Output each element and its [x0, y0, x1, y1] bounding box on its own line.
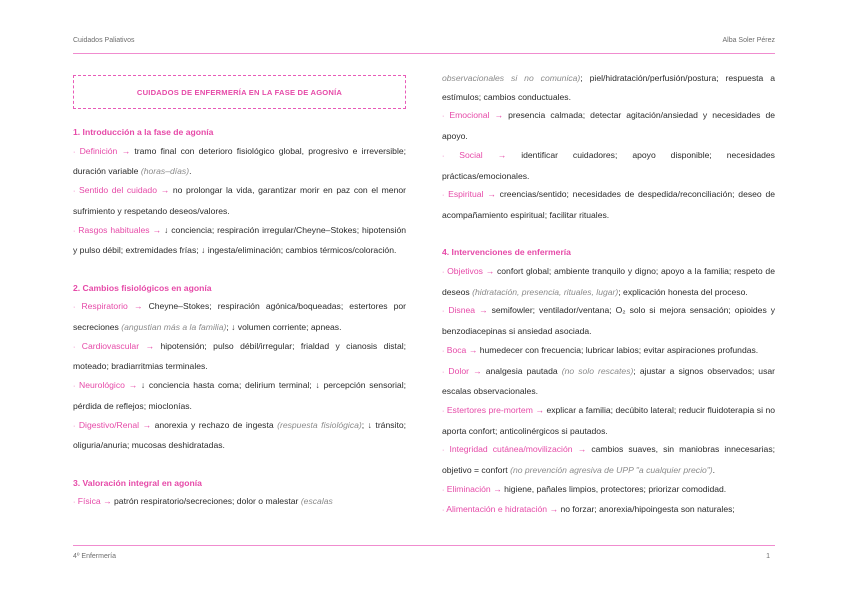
arrow-icon: → [487, 189, 496, 200]
bullet-icon: · [442, 152, 445, 160]
arrow-icon: → [152, 224, 162, 235]
bullet-icon: · [442, 368, 445, 376]
item-cardiovascular [73, 337, 406, 376]
arrow-icon: → [133, 301, 143, 312]
item-dolor [442, 362, 775, 401]
item-label: Boca [446, 344, 467, 355]
item-text: analgesia pautada [485, 365, 558, 376]
bullet-icon: · [73, 227, 76, 235]
arrow-icon: → [128, 380, 138, 391]
item-tail: . [712, 465, 716, 476]
header-rule [73, 53, 775, 54]
item-text: no prolongar la vida, garantizar morir en paz con el menor sufrimiento y respetando deseos/valores. [73, 185, 407, 216]
item-label: Alimentación e hidratación [446, 504, 548, 515]
item-label: Estertores pre-mortem [446, 404, 533, 415]
item-note: (no prevención agresiva de UPP "a cualquier precio") [510, 465, 713, 476]
arrow-icon: → [535, 404, 544, 415]
section-heading-2: 2. Cambios fisiológicos en agonía [73, 282, 212, 293]
item-text: identificar cuidadores; apoyo disponible; necesidades prácticas/emocionales. [442, 149, 775, 181]
arrow-icon: → [473, 365, 482, 376]
arrow-icon: → [494, 110, 504, 121]
item-label: Rasgos habituales [78, 224, 150, 235]
section-heading-4: 4. Intervenciones de enfermería [442, 247, 571, 258]
item-rasgos [73, 221, 406, 260]
item-boca [442, 341, 775, 362]
bullet-icon: · [442, 308, 445, 316]
running-header-left: Cuidados Paliativos [73, 37, 135, 44]
bullet-icon: · [442, 407, 445, 415]
item-label: Física [77, 496, 101, 507]
item-note: (respuesta fisiológica) [277, 419, 362, 430]
item-text: humedecer con frecuencia; lubricar labios; evitar aspiraciones profundas. [479, 344, 759, 355]
arrow-icon: → [103, 496, 112, 507]
bullet-icon: · [442, 507, 445, 515]
arrow-icon: → [493, 483, 502, 494]
item-note: (angustian más a la familia) [121, 322, 227, 333]
item-social [442, 146, 775, 185]
bullet-icon: · [73, 148, 76, 156]
item-objetivos [442, 262, 775, 301]
item-label: Sentido del cuidado [78, 185, 157, 196]
item-text: cambios suaves, sin maniobras innecesarias; objetivo = confort [442, 444, 776, 476]
item-sentido [73, 181, 406, 220]
item-respiratorio [73, 297, 406, 336]
item-text: explicar a familia; decúbito lateral; reducir fluidoterapia si no aporta confort; anticolinérgicos si pautados. [442, 404, 776, 436]
arrow-icon: → [485, 266, 495, 277]
item-disnea [442, 301, 775, 340]
item-digestivo [73, 416, 406, 455]
bullet-icon: · [73, 422, 76, 430]
item-tail: . [189, 166, 192, 177]
item-label: Social [459, 149, 483, 160]
arrow-icon: → [497, 149, 507, 160]
bullet-icon: · [442, 113, 445, 121]
item-text: creencias/sentido; necesidades de despedida/reconciliación; deseo de acompañamiento espiritual; facilitar rituales. [442, 189, 776, 220]
item-tail: ; ajustar a signos observados; usar escalas observacionales. [442, 365, 776, 397]
item-label: Cardiovascular [81, 340, 140, 351]
item-integridad [442, 440, 775, 479]
bullet-icon: · [73, 188, 76, 196]
footer-rule [73, 545, 775, 546]
item-label: Neurológico [79, 380, 125, 391]
item-alimentacion [442, 500, 775, 521]
item-text: anorexia y rechazo de ingesta [154, 419, 274, 430]
page-number: 1 [766, 553, 770, 560]
item-label: Integridad cutánea/movilización [449, 444, 573, 455]
item-text: higiene, pañales limpios, protectores; priorizar comodidad. [504, 483, 727, 494]
bullet-icon: · [73, 304, 76, 312]
document-title: CUIDADOS DE ENFERMERÍA EN LA FASE DE AGONÍA [73, 75, 406, 109]
running-header-right: Alba Soler Pérez [722, 37, 775, 44]
item-eliminacion [442, 480, 775, 501]
bullet-icon: · [442, 347, 445, 355]
item-tail: ; ↓ tránsito; oliguria/anuria; mucosas deshidratadas. [73, 419, 406, 451]
arrow-icon: → [160, 185, 170, 196]
item-text: hipotensión; pulso débil/irregular; frialdad y cianosis distal; moteado; bradiarritmias terminales. [73, 340, 407, 372]
running-footer-left: 4º Enfermería [73, 553, 117, 560]
item-tail: ; piel/hidratación/perfusión/postura; respuesta a estímulos; cambios conductuales. [442, 73, 775, 102]
right-column [442, 69, 775, 521]
item-text: Cheyne–Stokes; respiración agónica/boqueadas; estertores por secreciones [73, 301, 407, 333]
bullet-icon: · [442, 192, 445, 200]
bullet-icon: · [73, 499, 76, 507]
item-fisica-start [73, 492, 406, 513]
bullet-icon: · [73, 383, 76, 391]
item-definicion [73, 142, 406, 181]
item-label: Definición [79, 145, 118, 156]
item-text: confort global; ambiente tranquilo y digno; apoyo a la familia; respeto de deseos [442, 266, 775, 297]
item-neurologico [73, 376, 406, 415]
item-label: Dolor [448, 365, 469, 376]
item-tail: ; ↓ volumen corriente; apneas. [226, 322, 342, 333]
item-text: patrón respiratorio/secreciones; dolor o malestar [114, 496, 299, 507]
arrow-icon: → [145, 340, 155, 351]
item-label: Espiritual [448, 189, 484, 200]
item-label: Disnea [448, 305, 476, 316]
arrow-icon: → [142, 419, 152, 430]
section-heading-3: 3. Valoración integral en agonía [73, 477, 202, 488]
item-text: tramo final con deterioro fisiológico global, progresivo e irreversible; duración variable [73, 145, 407, 177]
item-emocional [442, 106, 775, 145]
item-note: (horas–días) [140, 166, 190, 177]
item-estertores [442, 401, 775, 440]
section-heading-1: 1. Introducción a la fase de agonía [73, 127, 214, 137]
arrow-icon: → [577, 444, 587, 455]
item-note: (hidratación, presencia, rituales, lugar) [472, 286, 619, 297]
item-label: Respiratorio [81, 301, 128, 312]
item-label: Digestivo/Renal [78, 419, 140, 430]
arrow-icon: → [479, 305, 488, 316]
item-note: (escalas [300, 496, 333, 507]
item-text: no forzar; anorexia/hipoingesta son naturales; [560, 504, 735, 515]
arrow-icon: → [549, 504, 559, 515]
item-text: ↓ conciencia hasta coma; delirium terminal; ↓ percepción sensorial; pérdida de reflejos; mioclonías. [73, 380, 406, 411]
bullet-icon: · [73, 343, 76, 351]
item-label: Objetivos [447, 266, 483, 277]
item-espiritual [442, 185, 775, 224]
bullet-icon: · [442, 269, 445, 277]
item-label: Eliminación [446, 483, 491, 494]
item-note: (no solo rescates) [561, 365, 634, 376]
item-label: Emocional [449, 110, 490, 121]
bullet-icon: · [442, 447, 445, 455]
bullet-icon: · [442, 486, 445, 494]
item-text: ↓ conciencia; respiración irregular/Cheyne–Stokes; hipotensión y pulso débil; extremidades frías; ↓ ingesta/eliminación; cambios térmicos/coloración. [73, 224, 406, 256]
item-fisica-continued [442, 69, 775, 106]
item-tail: ; explicación honesta del proceso. [618, 286, 748, 297]
arrow-icon: → [468, 344, 478, 355]
item-note: observacionales si no comunica) [442, 73, 581, 83]
item-text: presencia calmada; detectar agitación/ansiedad y necesidades de apoyo. [442, 110, 775, 142]
item-text: semifowler; ventilador/ventana; O₂ solo si mejora sensación; opioides y benzodiacepinas si ansiedad asociada. [442, 305, 776, 337]
arrow-icon: → [121, 145, 131, 156]
left-column [73, 67, 406, 513]
